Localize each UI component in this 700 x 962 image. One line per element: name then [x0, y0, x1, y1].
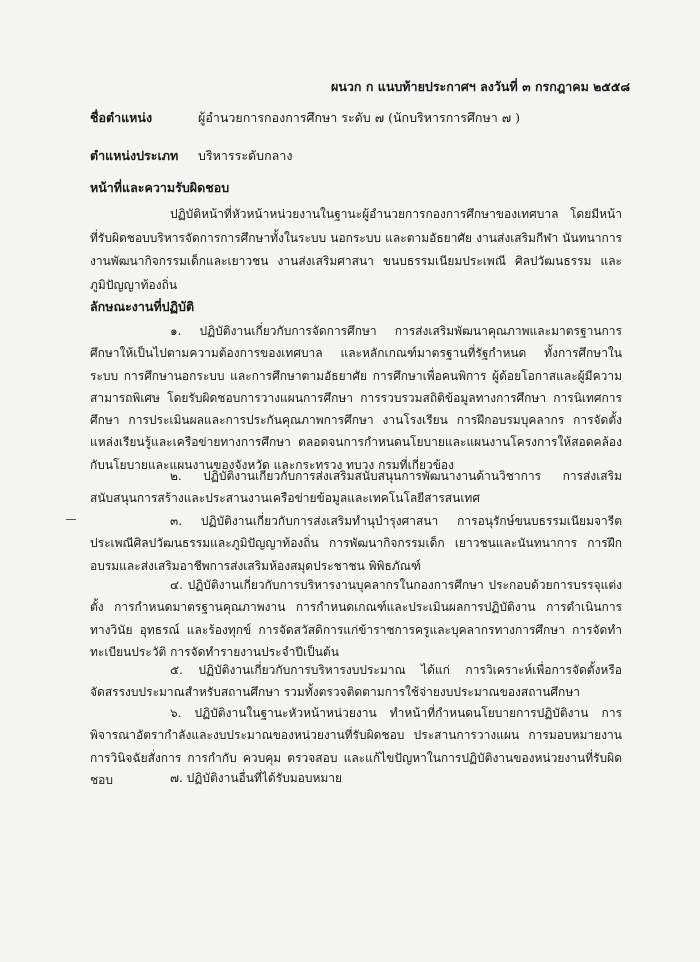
work-item-2: ๒. ปฏิบัติงานเกี่ยวกับการส่งเสริมสนับสนุนการพัฒนางานด้านวิชาการ การส่งเสริมสนับสนุนการสร้างและประสานงานเครือข่ายข้อมูลและเทคโนโลยีสารสนเทศ: [90, 469, 622, 506]
work-item-7: ๗. ปฏิบัติงานอื่นที่ได้รับมอบหมาย: [170, 771, 343, 785]
work-heading: ลักษณะงานที่ปฏิบัติ: [90, 299, 195, 314]
position-name-row: [90, 108, 520, 128]
position-type-value: บริหารระดับกลาง: [198, 148, 293, 163]
margin-mark: [66, 519, 76, 520]
annex-header: ผนวก ก แนบท้ายประกาศฯ ลงวันที่ ๓ กรกฎาคม ๒๕๕๘: [331, 79, 630, 94]
duties-heading: หน้าที่และความรับผิดชอบ: [90, 180, 230, 195]
position-name-value: ผู้อำนวยการกองการศึกษา ระดับ ๗ (นักบริหารการศึกษา ๗ ): [198, 110, 520, 125]
position-type-row: [90, 146, 292, 166]
position-name-label: ชื่อตำแหน่ง: [90, 110, 153, 125]
work-item-6: ๖. ปฏิบัติงานในฐานะหัวหน้าหน่วยงาน ทำหน้าที่กำหนดนโยบายการปฏิบัติงาน การพิจารณาอัตรากำลังและงบประมาณของหน่วยงานที่รับผิดชอบ ประสานการวางแผน การมอบหมายงาน การวินิจฉัยสั่งการ การกำกับ ควบคุม ตรวจสอบ และแก้ไขปัญหาในการปฏิบัติงานของหน่วยงานที่รับผิดชอบ: [90, 706, 622, 787]
work-item-4: ๔. ปฏิบัติงานเกี่ยวกับการบริหารงานบุคลากรในกองการศึกษา ประกอบด้วยการบรรจุแต่งตั้ง การกำหนดมาตรฐานคุณภาพงาน การกำหนดเกณฑ์และประเมินผลการปฏิบัติงาน การดำเนินการทางวินัย อุทธรณ์ และร้องทุกข์ การจัดสวัสดิการแก่ข้าราชการครูและบุคลากรทางการศึกษา การจัดทำทะเบียนประวัติ การจัดทำรายงานประจำปีเป็นต้น: [90, 578, 622, 659]
duties-paragraph: ปฏิบัติหน้าที่หัวหน้าหน่วยงานในฐานะผู้อำนวยการกองการศึกษาของเทศบาล โดยมีหน้าที่รับผิดชอบบริหารจัดการการศึกษาทั้งในระบบ นอกระบบ และตามอัธยาศัย งานส่งเสริมกีฬา นันทนาการ งานพัฒนากิจกรรมเด็กและเยาวชน งานส่งเสริมศาสนา ขนบธรรมเนียมประเพณี ศิลปวัฒนธรรม และภูมิปัญญาท้องถิ่น: [90, 207, 622, 292]
work-item-3: ๓. ปฏิบัติงานเกี่ยวกับการส่งเสริมทำนุบำรุงศาสนา การอนุรักษ์ขนบธรรมเนียมจารีตประเพณีศิลปวัฒนธรรมและภูมิปัญญาท้องถิ่น การพัฒนากิจกรรมเด็ก เยาวชนและนันทนาการ การฝึกอบรมและส่งเสริมอาชีพการส่งเสริมห้องสมุดประชาชน พิพิธภัณฑ์: [90, 514, 622, 573]
work-item-5: ๕. ปฏิบัติงานเกี่ยวกับการบริหารงบประมาณ ได้แก่ การวิเคราะห์เพื่อการจัดตั้งหรือจัดสรรงบประมาณสำหรับสถานศึกษา รวมทั้งตรวจติดตามการใช้จ่ายงบประมาณของสถานศึกษา: [90, 663, 622, 700]
work-item-1: ๑. ปฏิบัติงานเกี่ยวกับการจัดการศึกษา การส่งเสริมพัฒนาคุณภาพและมาตรฐานการศึกษาให้เป็นไปตามความต้องการของเทศบาล และหลักเกณฑ์มาตรฐานที่รัฐกำหนด ทั้งการศึกษาในระบบ การศึกษานอกระบบ และการศึกษาตามอัธยาศัย การศึกษาเพื่อคนพิการ ผู้ด้อยโอกาสและผู้มีความสามารถพิเศษ โดยรับผิดชอบการวางแผนการศึกษา การรวบรวมสถิติข้อมูลทางการศึกษา การนิเทศการศึกษา การประเมินผลและการประกันคุณภาพการศึกษา งานโรงเรียน การฝึกอบรมบุคลากร การจัดตั้งแหล่งเรียนรู้และเครือข่ายทางการศึกษา ตลอดจนการกำหนดนโยบายและแผนงานโครงการให้สอดคล้องกับนโยบายและแผนงานของจังหวัด และกระทรวง ทบวง กรมที่เกี่ยวข้อง: [90, 324, 622, 472]
position-type-label: ตำแหน่งประเภท: [90, 148, 179, 163]
